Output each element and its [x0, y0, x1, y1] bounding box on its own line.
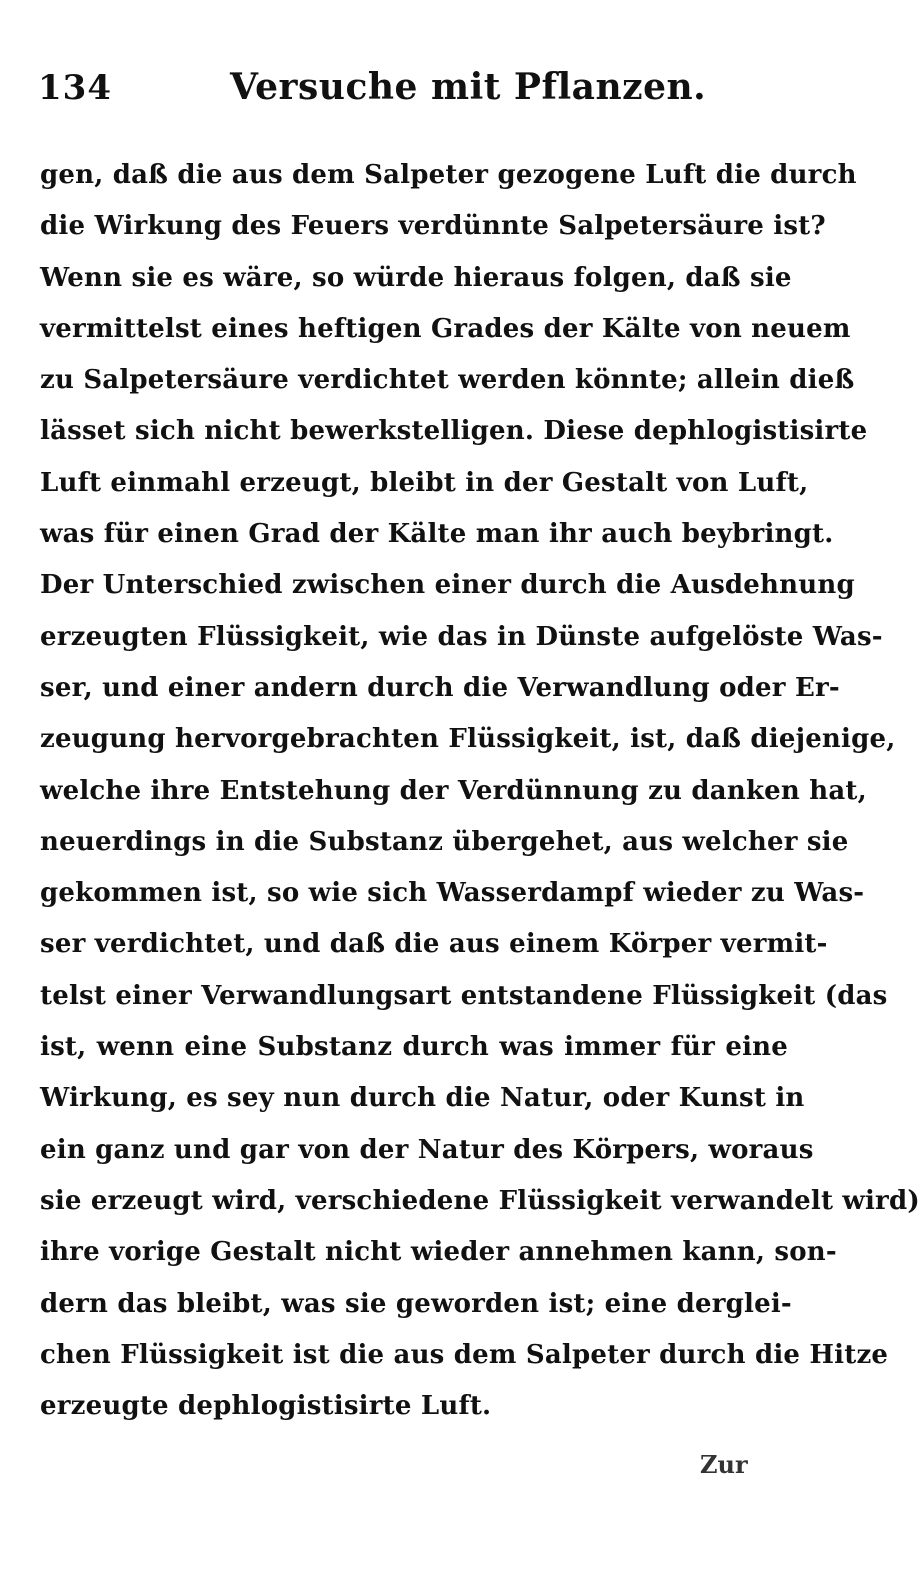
page-number: 134	[38, 68, 112, 108]
text-line: ihre vorige Gestalt nicht wieder annehmen kann, son-	[40, 1237, 837, 1268]
text-line: zeugung hervorgebrachten Flüssigkeit, ist, daß diejenige,	[40, 724, 896, 755]
text-line: erzeugte dephlogistisirte Luft.	[40, 1391, 492, 1422]
text-line: Luft einmahl erzeugt, bleibt in der Gestalt von Luft,	[40, 467, 809, 498]
text-line: ein ganz und gar von der Natur des Körpers, woraus	[40, 1134, 814, 1165]
body-text	[40, 150, 920, 1432]
page-header	[34, 62, 794, 122]
text-line: Wenn sie es wäre, so würde hieraus folgen, daß sie	[40, 262, 792, 293]
text-line: zu Salpetersäure verdichtet werden könnte; allein dieß	[40, 365, 855, 396]
text-line: gekommen ist, so wie sich Wasserdampf wieder zu Was-	[40, 878, 865, 909]
text-line: die Wirkung des Feuers verdünnte Salpetersäure ist?	[40, 211, 826, 242]
text-line: ist, wenn eine Substanz durch was immer für eine	[40, 1032, 788, 1063]
catchword: Zur	[700, 1450, 748, 1479]
text-line: lässet sich nicht bewerkstelligen. Diese dephlogistisirte	[40, 416, 868, 447]
text-line: ser verdichtet, und daß die aus einem Körper vermit-	[40, 929, 828, 960]
text-line: was für einen Grad der Kälte man ihr auch beybringt.	[40, 519, 834, 550]
text-line: Wirkung, es sey nun durch die Natur, oder Kunst in	[40, 1083, 805, 1114]
text-line: welche ihre Entstehung der Verdünnung zu danken hat,	[40, 775, 867, 806]
text-line: chen Flüssigkeit ist die aus dem Salpeter durch die Hitze	[40, 1339, 889, 1370]
text-line: neuerdings in die Substanz übergehet, aus welcher sie	[40, 826, 849, 857]
running-title: Versuche mit Pflanzen.	[230, 66, 707, 108]
text-line: dern das bleibt, was sie geworden ist; eine derglei-	[40, 1288, 792, 1319]
text-line: gen, daß die aus dem Salpeter gezogene Luft die durch	[40, 160, 857, 190]
text-line: telst einer Verwandlungsart entstandene Flüssigkeit (das	[40, 980, 888, 1011]
text-line: Der Unterschied zwischen einer durch die Ausdehnung	[40, 570, 855, 601]
text-line: ser, und einer andern durch die Verwandlung oder Er-	[40, 672, 840, 703]
text-line: sie erzeugt wird, verschiedene Flüssigkeit verwandelt wird)	[40, 1185, 920, 1216]
text-line: vermittelst eines heftigen Grades der Kälte von neuem	[40, 313, 851, 344]
text-line: erzeugten Flüssigkeit, wie das in Dünste aufgelöste Was-	[40, 621, 883, 652]
